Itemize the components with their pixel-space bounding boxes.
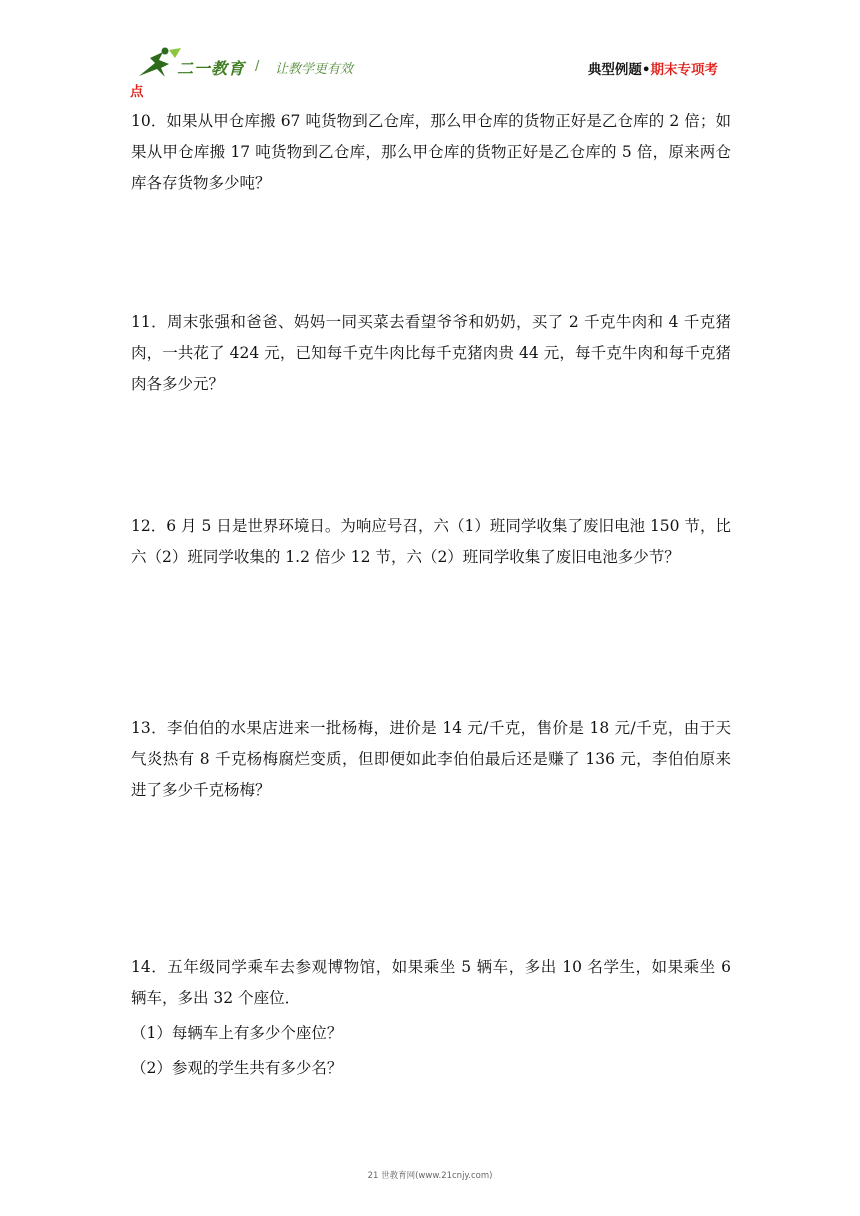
question-text: 14．五年级同学乘车去参观博物馆，如果乘坐 5 辆车，多出 10 名学生，如果乘坐 6 辆车，多出 32 个座位． [131,958,731,1007]
question-text: 12．6 月 5 日是世界环境日。为响应号召，六（1）班同学收集了废旧电池 150 节，比六（2）班同学收集的 1.2 倍少 12 节，六（2）班同学收集了废旧电池多少节？ [131,517,731,566]
question-text: 10．如果从甲仓库搬 67 吨货物到乙仓库，那么甲仓库的货物正好是乙仓库的 2 倍；如果从甲仓库搬 17 吨货物到乙仓库，那么甲仓库的货物正好是乙仓库的 5 倍，原来两仓库各存货物多少吨？ [131,112,731,192]
question-13 [131,713,731,806]
sub-question-1: （1）每辆车上有多少个座位？ [131,1024,343,1042]
question-10 [131,106,731,199]
question-text: 13．李伯伯的水果店进来一批杨梅，进价是 14 元/千克，售价是 18 元/千克，由于天气炎热有 8 千克杨梅腐烂变质，但即便如此李伯伯最后还是赚了 136 元，李伯伯原来进了多少千克杨梅？ [131,719,731,799]
document-type [588,58,718,78]
brand-name: 二一教育 [177,59,246,78]
document-type-prefix: 典型例题• [587,62,651,78]
page-footer: 21 世教育网(www.21cnjy.com) [367,1171,493,1181]
question-11 [131,307,731,400]
brand-slogan: 让教学更有效 [275,62,354,77]
header-divider: / [255,59,260,74]
sub-question-2: （2）参观的学生共有多少名？ [131,1059,343,1077]
document-type-highlight: 期末专项考 [650,62,718,78]
question-12 [131,511,731,573]
page-header [130,44,730,100]
question-14 [131,952,731,1084]
question-text: 11．周末张强和爸爸、妈妈一同买菜去看望爷爷和奶奶，买了 2 千克牛肉和 4 千克猪肉，一共花了 424 元，已知每千克牛肉比每千克猪肉贵 44 元，每千克牛肉和每千克猪肉各多少元？ [131,313,731,393]
document-type-wrap: 点 [130,84,144,100]
